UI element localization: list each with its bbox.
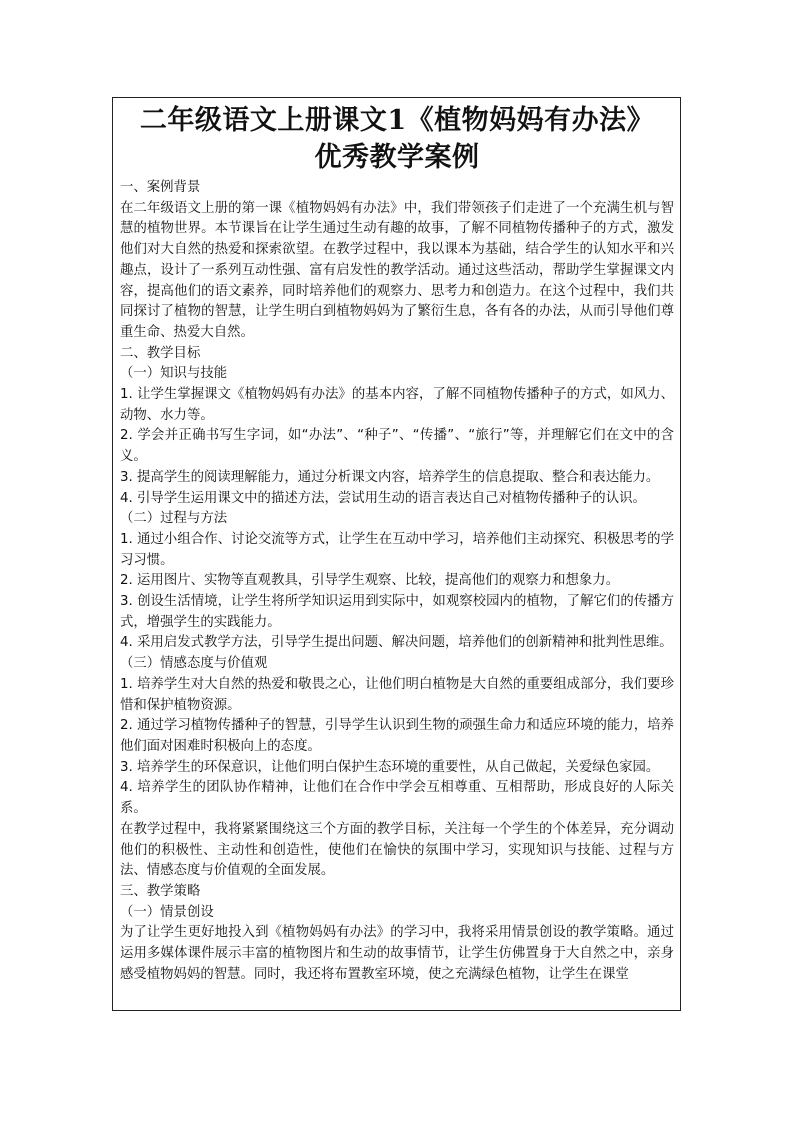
list-item: 4. 引导学生运用课文中的描述方法，尝试用生动的语言表达自己对植物传播种子的认识。	[120, 490, 646, 506]
list-item: 2. 运用图片、实物等直观教具，引导学生观察、比较，提高他们的观察力和想象力。	[120, 573, 620, 589]
paragraph-summary: 在教学过程中，我将紧紧围绕这三个方面的教学目标，关注每一个学生的个体差异，充分调动他们的积极性、主动性和创造性，使他们在愉快的氛围中学习，实现知识与技能、过程与方法、情感态度与价值观的全面发展。	[120, 821, 674, 879]
subheading-process-methods: （二）过程与方法	[120, 511, 228, 527]
paragraph-background: 在二年级语文上册的第一课《植物妈妈有办法》中，我们带领孩子们走进了一个充满生机与智慧的植物世界。本节课旨在让学生通过生动有趣的故事，了解不同植物传播种子的方式，激发他们对大自然的热爱和探索欲望。在教学过程中，我以课本为基础，结合学生的认知水平和兴趣点，设计了一系列互动性强、富有启发性的教学活动。通过这些活动，帮助学生掌握课文内容，提高他们的语文素养，同时培养他们的观察力、思考力和创造力。在这个过程中，我们共同探讨了植物的智慧，让学生明白到植物妈妈为了繁衍生息，各有各的办法，从而引导他们尊重生命、热爱大自然。	[120, 200, 674, 340]
title-line-2: 优秀教学案例	[314, 142, 480, 173]
list-item: 2. 学会并正确书写生字词，如“办法”、“种子”、“传播”、“旅行”等，并理解它们在文中的含义。	[120, 428, 674, 465]
document-title	[120, 102, 674, 176]
document-frame	[112, 97, 681, 1011]
section-heading-background: 一、案例背景	[120, 180, 201, 195]
paragraph-scenario: 为了让学生更好地投入到《植物妈妈有办法》的学习中，我将采用情景创设的教学策略。通过运用多媒体课件展示丰富的植物图片和生动的故事情节，让学生仿佛置身于大自然之中，亲身感受植物妈妈的智慧。同时，我还将布置教室环境，使之充满绿色植物，让学生在课堂	[120, 925, 674, 982]
list-item: 3. 培养学生的环保意识，让他们明白保护生态环境的重要性，从自己做起，关爱绿色家园。	[120, 759, 660, 775]
list-item: 4. 培养学生的团队协作精神，让他们在合作中学会互相尊重、互相帮助，形成良好的人际关系。	[120, 780, 674, 817]
section-heading-strategy: 三、教学策略	[120, 883, 201, 899]
document-body	[120, 178, 674, 985]
list-item: 4. 采用启发式教学方法，引导学生提出问题、解决问题，培养他们的创新精神和批判性思维。	[120, 635, 673, 651]
list-item: 1. 让学生掌握课文《植物妈妈有办法》的基本内容，了解不同植物传播种子的方式，如风力、动物、水力等。	[120, 387, 674, 423]
list-item: 3. 提高学生的阅读理解能力，通过分析课文内容，培养学生的信息提取、整合和表达能力。	[120, 469, 660, 485]
list-item: 2. 通过学习植物传播种子的智慧，引导学生认识到生物的顽强生命力和适应环境的能力，培养他们面对困难时积极向上的态度。	[120, 718, 674, 754]
list-item: 1. 通过小组合作、讨论交流等方式，让学生在互动中学习，培养他们主动探究、积极思考的学习习惯。	[120, 531, 674, 568]
subheading-scenario: （一）情景创设	[120, 904, 214, 920]
section-heading-objectives: 二、教学目标	[120, 345, 201, 361]
list-item: 1. 培养学生对大自然的热爱和敬畏之心，让他们明白植物是大自然的重要组成部分，我们要珍惜和保护植物资源。	[120, 676, 674, 713]
subheading-emotion-values: （三）情感态度与价值观	[120, 656, 268, 672]
list-item: 3. 创设生活情境，让学生将所学知识运用到实际中，如观察校园内的植物，了解它们的传播方式，增强学生的实践能力。	[120, 594, 674, 630]
title-line-1: 二年级语文上册课文1《植物妈妈有办法》	[139, 105, 655, 136]
subheading-knowledge-skills: （一）知识与技能	[120, 366, 228, 382]
